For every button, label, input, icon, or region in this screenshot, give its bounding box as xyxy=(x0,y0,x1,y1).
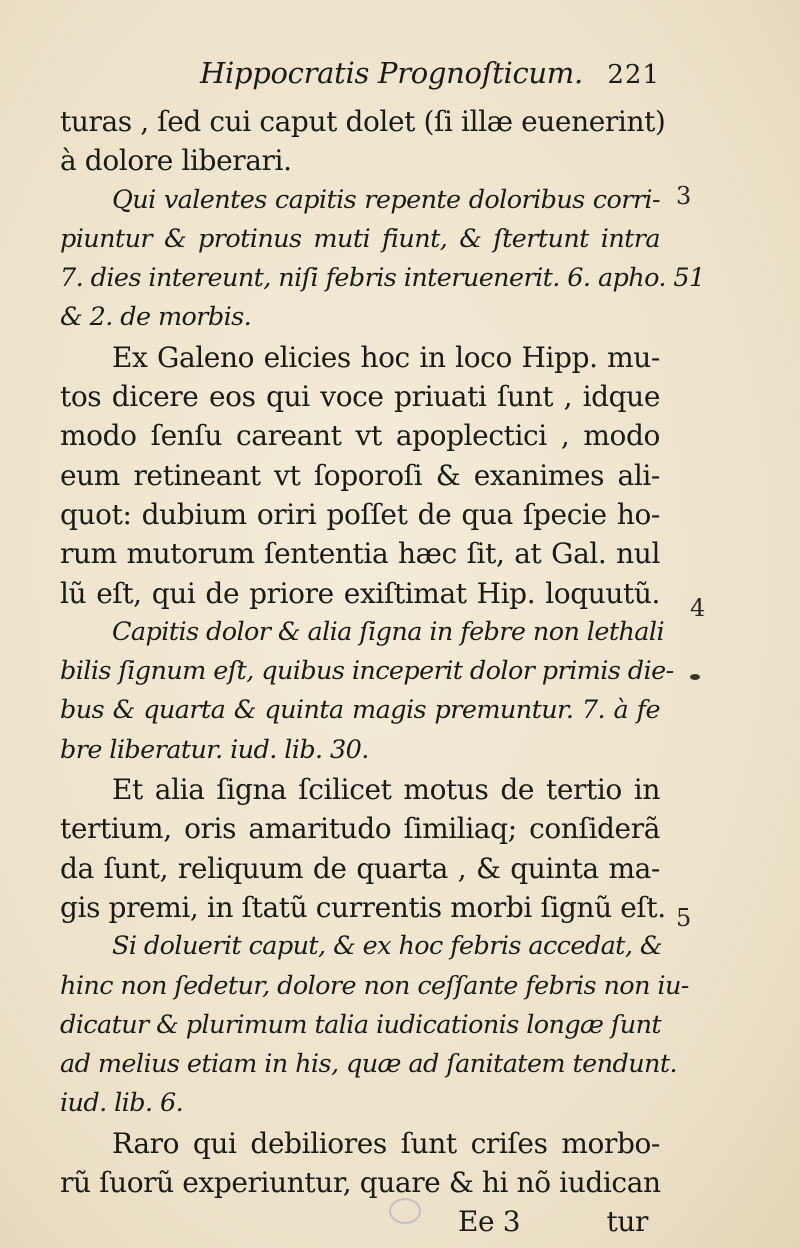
page-header xyxy=(200,56,660,96)
aphorism-line: bus & quarta & quinta magis premuntur. 7. à fe xyxy=(60,695,660,726)
commentary-line: da ſunt, reliquum de quarta , & quinta ma- xyxy=(60,851,660,885)
text-line: turas , ſed cui caput dolet (ſi illæ euenerint) xyxy=(60,105,666,138)
aphorism-line: bre liberatur. iud. lib. 30. xyxy=(60,734,369,765)
margin-note-5: 5 xyxy=(676,904,692,932)
commentary-line: quot: dubium oriri poſſet de qua ſpecie ho- xyxy=(60,497,660,531)
aphorism-line: dicatur & plurimum talia iudicationis longæ ſunt xyxy=(60,1009,662,1040)
aphorism-line: bilis ſignum eſt, quibus inceperit dolor primis die- xyxy=(60,656,674,687)
commentary-line: modo ſenſu careant vt apoplectici , modo xyxy=(60,419,660,453)
aphorism-line: hinc non ſedetur, dolore non ceſſante febris non iu- xyxy=(60,970,689,1001)
aphorism-line: Qui valentes capitis repente doloribus corri- xyxy=(112,184,660,215)
commentary-line: lũ eſt, qui de priore exiſtimat Hip. loquutũ. xyxy=(60,576,660,610)
aphorism-line: ad melius etiam in his, quæ ad ſanitatem tendunt. xyxy=(60,1049,678,1080)
commentary-line: gis premi, in ſtatũ currentis morbi ſignũ eſt. xyxy=(60,890,666,924)
margin-note-3: 3 xyxy=(676,182,692,210)
commentary-line: Et alia ſigna ſcilicet motus de tertio in xyxy=(112,773,660,807)
catchword: tur xyxy=(606,1205,648,1239)
running-title: Hippocratis Prognoſticum. xyxy=(200,56,583,90)
commentary-line: eum retineant vt ſoporoſi & exanimes ali- xyxy=(60,458,660,492)
aphorism-line: Si doluerit caput, & ex hoc febris accedat, & xyxy=(112,931,662,962)
margin-mark xyxy=(690,674,700,680)
text-line: à dolore liberari. xyxy=(60,144,292,178)
commentary-line: rum mutorum ſententia hæc ſit, at Gal. nul xyxy=(60,537,660,571)
aphorism-line: piuntur & protinus muti fiunt, & ſtertunt intra xyxy=(60,223,660,254)
margin-note-4: 4 xyxy=(690,594,706,622)
commentary-line: tos dicere eos qui voce priuati ſunt , idque xyxy=(60,380,660,414)
aphorism-line: & 2. de morbis. xyxy=(60,302,252,333)
aphorism-line: iud. lib. 6. xyxy=(60,1088,184,1119)
commentary-line: tertium, oris amaritudo ſimiliaq; conſiderã xyxy=(60,812,660,846)
aphorism-line: Capitis dolor & alia ſigna in febre non lethali xyxy=(112,616,665,647)
page-number: 221 xyxy=(607,60,660,90)
commentary-line: Raro qui debiliores ſunt criſes morbo- xyxy=(112,1126,660,1160)
body-text xyxy=(60,102,705,1242)
ornament-stamp xyxy=(389,1198,421,1224)
commentary-line: rũ ſuorũ experiuntur, quare & hi nõ iudican xyxy=(60,1166,661,1200)
aphorism-line: 7. dies intereunt, niſi febris interuenerit. 6. apho. 51 xyxy=(60,263,705,294)
footer-line xyxy=(60,1202,660,1241)
commentary-line: Ex Galeno elicies hoc in loco Hipp. mu- xyxy=(112,340,660,374)
signature-mark: Ee 3 xyxy=(458,1205,521,1239)
